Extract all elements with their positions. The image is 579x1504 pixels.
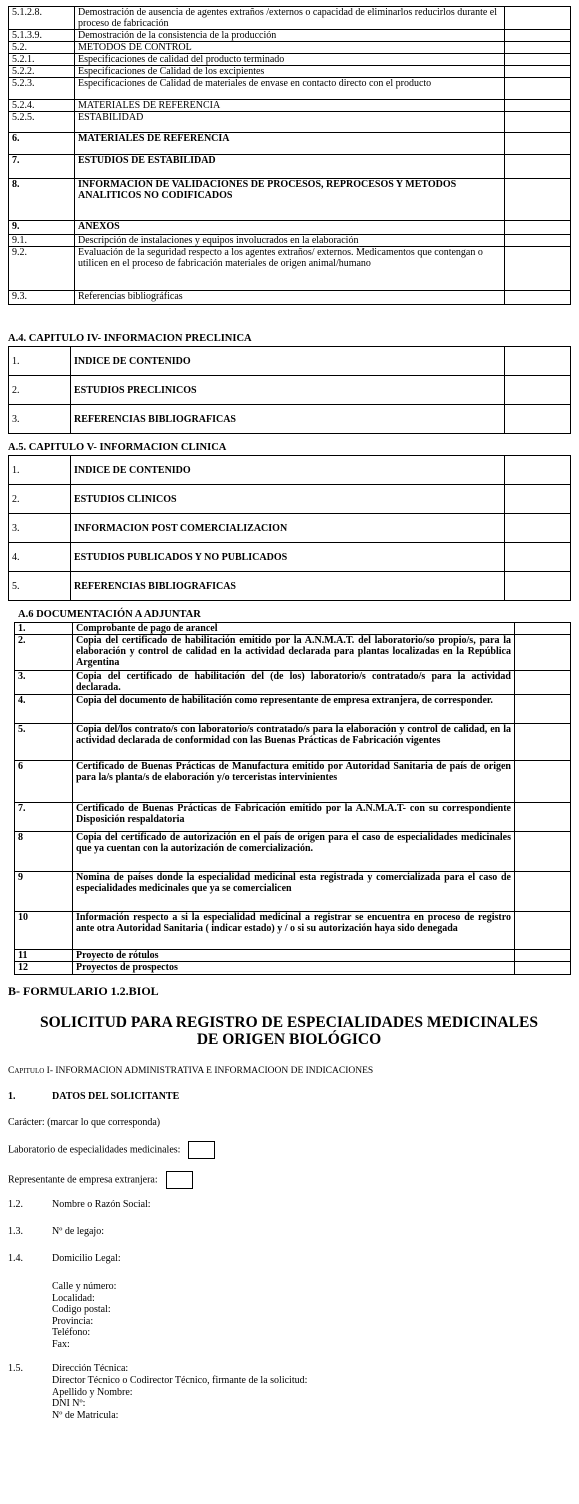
section-a4-table xyxy=(8,346,571,434)
table-row xyxy=(15,832,571,872)
row-number: 5. xyxy=(15,724,73,761)
list-item: Fax: xyxy=(52,1338,70,1350)
row-text: REFERENCIAS BIBLIOGRAFICAS xyxy=(71,572,505,601)
row-text: Copia del certificado de habilitación emitido por la A.N.M.A.T. del laboratorio/so propio/s, para la elaboración y control de calidad en la actividad declarada para plantas localizadas en la República Argentina xyxy=(73,635,515,671)
row-text: Certificado de Buenas Prácticas de Fabricación emitido por la A.N.M.A.T- con su correspondiente Disposición respaldatoria xyxy=(73,803,515,832)
row-text: Especificaciones de Calidad de los excipientes xyxy=(75,66,505,78)
chapter-title: Capitulo I- INFORMACION ADMINISTRATIVA E INFORMACIOON DE INDICACIONES xyxy=(8,1066,374,1076)
field-1-2-number: 1.2. xyxy=(8,1199,23,1210)
form-heading: B- FORMULARIO 1.2.BIOL xyxy=(8,984,159,998)
row-number: 9.2. xyxy=(9,247,75,291)
list-item: Director Técnico o Codirector Técnico, firmante de la solicitud: xyxy=(52,1375,308,1386)
row-number: 7. xyxy=(15,803,73,832)
row-number: 9 xyxy=(15,872,73,912)
row-check-cell xyxy=(515,695,571,724)
table-row xyxy=(15,761,571,803)
table-row xyxy=(9,54,571,66)
table-row xyxy=(9,456,571,485)
table-row xyxy=(15,872,571,912)
lab-label: Laboratorio de especialidades medicinales: xyxy=(8,1144,181,1156)
row-number: 5.2.2. xyxy=(9,66,75,78)
row-text: MATERIALES DE REFERENCIA xyxy=(75,100,505,112)
lab-row xyxy=(8,1141,579,1159)
row-check-cell xyxy=(515,872,571,912)
row-check-cell xyxy=(505,291,571,305)
table-row xyxy=(15,671,571,695)
row-number: 2. xyxy=(9,485,71,514)
row-number: 5.2.1. xyxy=(9,54,75,66)
row-text: Copia del/los contrato/s con laboratorio/s contratado/s para la elaboración y control de calidad, en la actividad declarada de conformidad con las Buenas Prácticas de Fabricación vigentes xyxy=(73,724,515,761)
row-check-cell xyxy=(515,724,571,761)
row-text: ESTUDIOS PRECLINICOS xyxy=(71,376,505,405)
field-1-2-label: Nombre o Razón Social: xyxy=(52,1199,151,1210)
row-check-cell xyxy=(505,179,571,221)
table-row xyxy=(9,543,571,572)
row-number: 1. xyxy=(9,347,71,376)
row-number: 1. xyxy=(15,623,73,635)
list-item: Apellido y Nombre: xyxy=(52,1386,133,1398)
row-check-cell xyxy=(505,543,571,572)
list-item: Codigo postal: xyxy=(52,1304,111,1315)
table-row xyxy=(9,179,571,221)
row-check-cell xyxy=(505,7,571,30)
table-row xyxy=(9,347,571,376)
row-number: 8. xyxy=(9,179,75,221)
row-number: 7. xyxy=(9,155,75,179)
row-number: 2. xyxy=(9,376,71,405)
row-check-cell xyxy=(505,42,571,54)
row-text: Especificaciones de Calidad de materiales de envase en contacto directo con el producto xyxy=(75,78,505,100)
table-row xyxy=(9,514,571,543)
field-1-5 xyxy=(8,1363,579,1375)
row-check-cell xyxy=(515,671,571,695)
row-text: Referencias bibliográficas xyxy=(75,291,505,305)
field-1-5-label: Dirección Técnica: xyxy=(52,1363,129,1374)
row-text: INDICE DE CONTENIDO xyxy=(71,456,505,485)
caracter-label: Carácter: (marcar lo que corresponda) xyxy=(8,1117,161,1128)
list-item: Nº de Matricula: xyxy=(52,1409,119,1421)
row-text: Certificado de Buenas Prácticas de Manufactura emitido por Autoridad Sanitaria de país de origen para la/s planta/s de elaboración y/o terceristas intervinientes xyxy=(73,761,515,803)
row-text: Evaluación de la seguridad respecto a los agentes extraños/ externos. Medicamentos que contengan o utilicen en el proceso de fabricación materiales de origen animal/humano xyxy=(75,247,505,291)
row-text: INFORMACION DE VALIDACIONES DE PROCESOS, REPROCESOS Y METODOS ANALITICOS NO CODIFICADOS xyxy=(75,179,505,221)
field-1-5-number: 1.5. xyxy=(8,1363,23,1374)
row-number: 5.2.4. xyxy=(9,100,75,112)
row-number: 5. xyxy=(9,572,71,601)
table-row xyxy=(15,623,571,635)
table-row xyxy=(9,78,571,100)
row-check-cell xyxy=(505,405,571,434)
row-text: Información respecto a si la especialidad medicinal a registrar se encuentra en proceso de registro ante otra Autoridad Sanitaria ( indicar estado) y / o si su autorización haya sido denegada xyxy=(73,912,515,950)
table-row xyxy=(9,221,571,235)
list-item: DNI Nº: xyxy=(52,1398,86,1409)
section-1-label: DATOS DEL SOLICITANTE xyxy=(52,1091,180,1102)
table-row xyxy=(15,950,571,962)
row-number: 10 xyxy=(15,912,73,950)
row-text: Copia del certificado de habilitación del (de los) laboratorio/s contratado/s para la actividad declarada. xyxy=(73,671,515,695)
row-number: 8 xyxy=(15,832,73,872)
table-row xyxy=(9,572,571,601)
row-check-cell xyxy=(505,456,571,485)
table-row xyxy=(9,291,571,305)
table-row xyxy=(9,405,571,434)
row-number: 11 xyxy=(15,950,73,962)
list-item: Calle y número: xyxy=(52,1281,117,1292)
row-text: Descripción de instalaciones y equipos involucrados en la elaboración xyxy=(75,235,505,247)
address-list xyxy=(8,1281,579,1350)
row-number: 3. xyxy=(9,405,71,434)
rep-row xyxy=(8,1171,579,1189)
section-a4-title: A.4. CAPITULO IV- INFORMACION PRECLINICA xyxy=(8,333,252,344)
table-row xyxy=(9,235,571,247)
table-row xyxy=(9,247,571,291)
row-number: 5.1.2.8. xyxy=(9,7,75,30)
row-number: 6. xyxy=(9,133,75,155)
row-number: 5.2.5. xyxy=(9,112,75,133)
row-check-cell xyxy=(515,912,571,950)
row-check-cell xyxy=(505,485,571,514)
row-check-cell xyxy=(505,247,571,291)
section-1-heading xyxy=(8,1091,579,1103)
row-check-cell xyxy=(505,235,571,247)
section-a5-table xyxy=(8,455,571,601)
section-a6-table xyxy=(14,622,571,975)
row-text: Nomina de países donde la especialidad medicinal esta registrada y comercializada para el caso de especialidades medicinales que ya se comercialicen xyxy=(73,872,515,912)
row-check-cell xyxy=(505,30,571,42)
row-number: 6 xyxy=(15,761,73,803)
table-row xyxy=(9,112,571,133)
row-text: Demostración de la consistencia de la producción xyxy=(75,30,505,42)
row-check-cell xyxy=(505,572,571,601)
row-text: INDICE DE CONTENIDO xyxy=(71,347,505,376)
row-check-cell xyxy=(505,133,571,155)
row-number: 2. xyxy=(15,635,73,671)
row-number: 3. xyxy=(15,671,73,695)
table-row xyxy=(15,635,571,671)
row-text: METODOS DE CONTROL xyxy=(75,42,505,54)
row-number: 3. xyxy=(9,514,71,543)
row-check-cell xyxy=(505,54,571,66)
list-item: Provincia: xyxy=(52,1315,94,1327)
row-text: ESTUDIOS PUBLICADOS Y NO PUBLICADOS xyxy=(71,543,505,572)
row-text: Copia del documento de habilitación como representante de empresa extranjera, de corresponder. xyxy=(73,695,515,724)
row-number: 9.3. xyxy=(9,291,75,305)
row-check-cell xyxy=(505,66,571,78)
field-1-4 xyxy=(8,1253,579,1265)
row-check-cell xyxy=(505,155,571,179)
list-item: Localidad: xyxy=(52,1292,95,1304)
row-check-cell xyxy=(515,950,571,962)
row-number: 9.1. xyxy=(9,235,75,247)
row-check-cell xyxy=(515,962,571,975)
row-text: MATERIALES DE REFERENCIA xyxy=(75,133,505,155)
row-text: REFERENCIAS BIBLIOGRAFICAS xyxy=(71,405,505,434)
table-row xyxy=(15,695,571,724)
field-1-3-number: 1.3. xyxy=(8,1226,23,1237)
row-check-cell xyxy=(505,100,571,112)
section-1-number: 1. xyxy=(8,1091,16,1102)
row-text: INFORMACION POST COMERCIALIZACION xyxy=(71,514,505,543)
table-row xyxy=(15,912,571,950)
row-check-cell xyxy=(515,635,571,671)
chapter-items-table xyxy=(8,6,571,305)
row-text: ANEXOS xyxy=(75,221,505,235)
technical-director-list xyxy=(8,1375,579,1421)
row-text: Proyecto de rótulos xyxy=(73,950,515,962)
row-text: ESTUDIOS DE ESTABILIDAD xyxy=(75,155,505,179)
row-check-cell xyxy=(505,514,571,543)
row-text: Proyectos de prospectos xyxy=(73,962,515,975)
rep-checkbox[interactable] xyxy=(166,1171,193,1189)
row-text: ESTABILIDAD xyxy=(75,112,505,133)
row-text: Demostración de ausencia de agentes extraños /externos o capacidad de eliminarlos reducirlos durante el proceso de fabricación xyxy=(75,7,505,30)
row-check-cell xyxy=(505,112,571,133)
table-row xyxy=(15,724,571,761)
row-check-cell xyxy=(515,761,571,803)
section-a6-title: A.6 DOCUMENTACIÓN A ADJUNTAR xyxy=(18,609,201,620)
table-row xyxy=(9,66,571,78)
row-number: 4. xyxy=(9,543,71,572)
rep-label: Representante de empresa extranjera: xyxy=(8,1174,158,1186)
row-text: Copia del certificado de autorización en el país de origen para el caso de especialidades medicinales que ya cuentan con la autorización de comercialización. xyxy=(73,832,515,872)
table-row xyxy=(15,962,571,975)
table-row xyxy=(9,485,571,514)
form-title-line2: DE ORIGEN BIOLÓGICO xyxy=(196,1031,382,1048)
field-1-3-label: Nº de legajo: xyxy=(52,1226,104,1237)
row-check-cell xyxy=(505,221,571,235)
table-row xyxy=(9,30,571,42)
row-number: 1. xyxy=(9,456,71,485)
list-item: Teléfono: xyxy=(52,1327,91,1338)
field-1-3 xyxy=(8,1226,579,1238)
row-check-cell xyxy=(515,623,571,635)
row-check-cell xyxy=(505,376,571,405)
field-1-2 xyxy=(8,1199,579,1211)
row-check-cell xyxy=(505,78,571,100)
lab-checkbox[interactable] xyxy=(188,1141,215,1159)
row-text: Especificaciones de calidad del producto terminado xyxy=(75,54,505,66)
row-number: 4. xyxy=(15,695,73,724)
row-check-cell xyxy=(505,347,571,376)
row-number: 12 xyxy=(15,962,73,975)
field-1-4-number: 1.4. xyxy=(8,1253,23,1264)
table-row xyxy=(9,133,571,155)
field-1-4-label: Domicilio Legal: xyxy=(52,1253,121,1264)
section-a5-title: A.5. CAPITULO V- INFORMACION CLINICA xyxy=(8,442,227,453)
table-row xyxy=(9,376,571,405)
table-row xyxy=(15,803,571,832)
table-row xyxy=(9,7,571,30)
form-title-line1: SOLICITUD PARA REGISTRO DE ESPECIALIDADES MEDICINALES xyxy=(40,1014,538,1031)
table-row xyxy=(9,100,571,112)
row-text: Comprobante de pago de arancel xyxy=(73,623,515,635)
form-title xyxy=(8,1014,570,1048)
row-check-cell xyxy=(515,832,571,872)
row-number: 9. xyxy=(9,221,75,235)
table-row xyxy=(9,42,571,54)
row-check-cell xyxy=(515,803,571,832)
row-number: 5.2.3. xyxy=(9,78,75,100)
table-row xyxy=(9,155,571,179)
row-number: 5.2. xyxy=(9,42,75,54)
row-number: 5.1.3.9. xyxy=(9,30,75,42)
row-text: ESTUDIOS CLINICOS xyxy=(71,485,505,514)
